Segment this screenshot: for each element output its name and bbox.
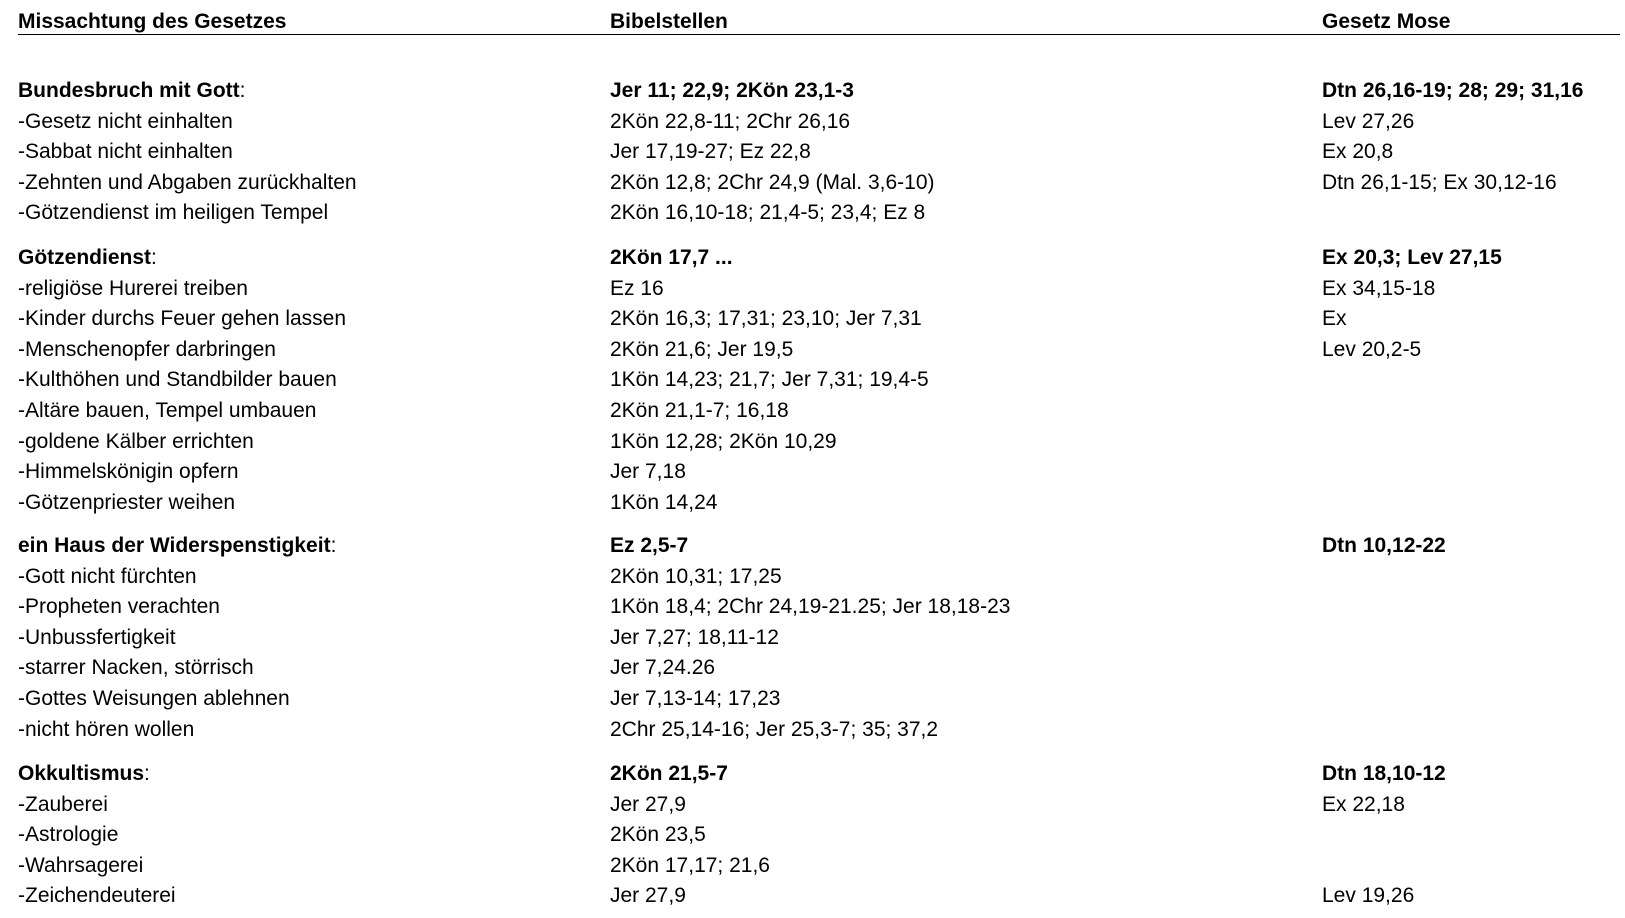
list-item (18, 623, 1620, 654)
section-bundesbruch (18, 76, 1620, 229)
section-refs: 2Kön 17,7 ... (610, 246, 733, 269)
item-label: -Gott nicht fürchten (18, 564, 197, 588)
item-label: -Menschenopfer darbringen (18, 337, 276, 361)
list-item (18, 653, 1620, 684)
item-refs: 2Kön 16,3; 17,31; 23,10; Jer 7,31 (610, 307, 922, 331)
section-refs: Jer 11; 22,9; 2Kön 23,1-3 (610, 79, 854, 102)
item-label: -goldene Kälber errichten (18, 429, 254, 453)
item-refs: 2Kön 23,5 (610, 823, 706, 847)
list-item (18, 274, 1620, 305)
list-item (18, 304, 1620, 335)
item-label: -starrer Nacken, störrisch (18, 656, 254, 680)
item-label: -Propheten verachten (18, 595, 220, 619)
item-refs: 1Kön 14,24 (610, 490, 718, 514)
section-title-wrap (18, 531, 336, 562)
item-law: Lev 19,26 (1322, 884, 1415, 908)
list-item (18, 820, 1620, 851)
section-colon: : (151, 246, 157, 269)
item-refs: Jer 7,13-14; 17,23 (610, 686, 781, 710)
item-refs: Jer 7,18 (610, 460, 686, 484)
item-refs: 1Kön 18,4; 2Chr 24,19-21.25; Jer 18,18-23 (610, 595, 1011, 619)
item-label: -Kulthöhen und Standbilder bauen (18, 368, 337, 392)
item-refs: 1Kön 12,28; 2Kön 10,29 (610, 429, 837, 453)
list-item (18, 592, 1620, 623)
item-law: Lev 27,26 (1322, 109, 1415, 133)
item-refs: Jer 7,24.26 (610, 656, 716, 680)
item-label: -Sabbat nicht einhalten (18, 140, 233, 164)
list-item (18, 715, 1620, 746)
section-refs: Ez 2,5-7 (610, 534, 689, 557)
section-title: Okkultismus (18, 762, 145, 785)
section-law: Dtn 18,10-12 (1322, 762, 1446, 785)
item-label: -Unbussfertigkeit (18, 625, 176, 649)
item-label: -Zehnten und Abgaben zurückhalten (18, 170, 357, 194)
item-law: Ex 34,15-18 (1322, 276, 1436, 300)
item-label: -Altäre bauen, Tempel umbauen (18, 398, 317, 422)
item-refs: Jer 7,27; 18,11-12 (610, 625, 779, 649)
item-law: Lev 20,2-5 (1322, 337, 1422, 361)
list-item (18, 790, 1620, 821)
section-heading-row (18, 76, 1620, 107)
item-label: -nicht hören wollen (18, 717, 195, 741)
section-heading-row (18, 531, 1620, 562)
list-item (18, 881, 1620, 912)
section-title: Bundesbruch mit Gott (18, 79, 240, 102)
item-refs: Jer 17,19-27; Ez 22,8 (610, 140, 811, 164)
section-law: Dtn 10,12-22 (1322, 534, 1446, 557)
section-title-wrap (18, 759, 150, 790)
list-item (18, 198, 1620, 229)
section-title-wrap (18, 243, 157, 274)
list-item (18, 137, 1620, 168)
header-bibelstellen: Bibelstellen (610, 10, 728, 33)
item-law: Ex 22,18 (1322, 792, 1405, 816)
item-label: -Zeichendeuterei (18, 884, 176, 908)
item-label: -Götzenpriester weihen (18, 490, 236, 514)
item-label: -Kinder durchs Feuer gehen lassen (18, 307, 347, 331)
item-refs: 2Kön 22,8-11; 2Chr 26,16 (610, 109, 851, 133)
section-law: Ex 20,3; Lev 27,15 (1322, 246, 1502, 269)
item-refs: 2Kön 12,8; 2Chr 24,9 (Mal. 3,6-10) (610, 170, 935, 194)
section-heading-row (18, 759, 1620, 790)
table-header (18, 8, 1620, 35)
list-item (18, 335, 1620, 366)
list-item (18, 488, 1620, 519)
item-label: -Wahrsagerei (18, 853, 144, 877)
item-label: -Gesetz nicht einhalten (18, 109, 233, 133)
list-item (18, 851, 1620, 882)
item-refs: 2Kön 16,10-18; 21,4-5; 23,4; Ez 8 (610, 201, 926, 225)
item-refs: 1Kön 14,23; 21,7; Jer 7,31; 19,4-5 (610, 368, 929, 392)
section-title: ein Haus der Widerspenstigkeit (18, 534, 331, 557)
section-goetzendienst (18, 243, 1620, 518)
list-item (18, 684, 1620, 715)
item-refs: Ez 16 (610, 276, 664, 300)
item-refs: Jer 27,9 (610, 884, 686, 908)
item-label: -Astrologie (18, 823, 119, 847)
section-colon: : (330, 534, 337, 557)
section-heading-row (18, 243, 1620, 274)
section-law: Dtn 26,16-19; 28; 29; 31,16 (1322, 79, 1584, 102)
header-missachtung: Missachtung des Gesetzes (18, 10, 287, 33)
item-law: Ex (1322, 307, 1347, 331)
item-refs: 2Kön 10,31; 17,25 (610, 564, 782, 588)
item-label: -Götzendienst im heiligen Tempel (18, 201, 329, 225)
section-title-wrap (18, 76, 246, 107)
list-item (18, 457, 1620, 488)
section-colon: : (144, 762, 150, 785)
list-item (18, 365, 1620, 396)
section-title: Götzendienst (18, 246, 152, 269)
item-label: -Himmelskönigin opfern (18, 460, 239, 484)
list-item (18, 562, 1620, 593)
item-refs: 2Kön 17,17; 21,6 (610, 853, 770, 877)
list-item (18, 427, 1620, 458)
section-colon: : (239, 79, 246, 102)
list-item (18, 168, 1620, 199)
item-label: -Zauberei (18, 792, 108, 816)
section-refs: 2Kön 21,5-7 (610, 762, 728, 785)
item-refs: Jer 27,9 (610, 792, 686, 816)
item-law: Ex 20,8 (1322, 140, 1394, 164)
list-item (18, 396, 1620, 427)
section-okkultismus (18, 759, 1620, 912)
item-label: -religiöse Hurerei treiben (18, 276, 248, 300)
header-gesetz-mose: Gesetz Mose (1322, 10, 1451, 33)
list-item (18, 107, 1620, 138)
item-refs: 2Chr 25,14-16; Jer 25,3-7; 35; 37,2 (610, 717, 939, 741)
section-widerspenstigkeit (18, 531, 1620, 745)
item-label: -Gottes Weisungen ablehnen (18, 686, 290, 710)
item-refs: 2Kön 21,1-7; 16,18 (610, 398, 789, 422)
item-law: Dtn 26,1-15; Ex 30,12-16 (1322, 170, 1557, 194)
item-refs: 2Kön 21,6; Jer 19,5 (610, 337, 794, 361)
